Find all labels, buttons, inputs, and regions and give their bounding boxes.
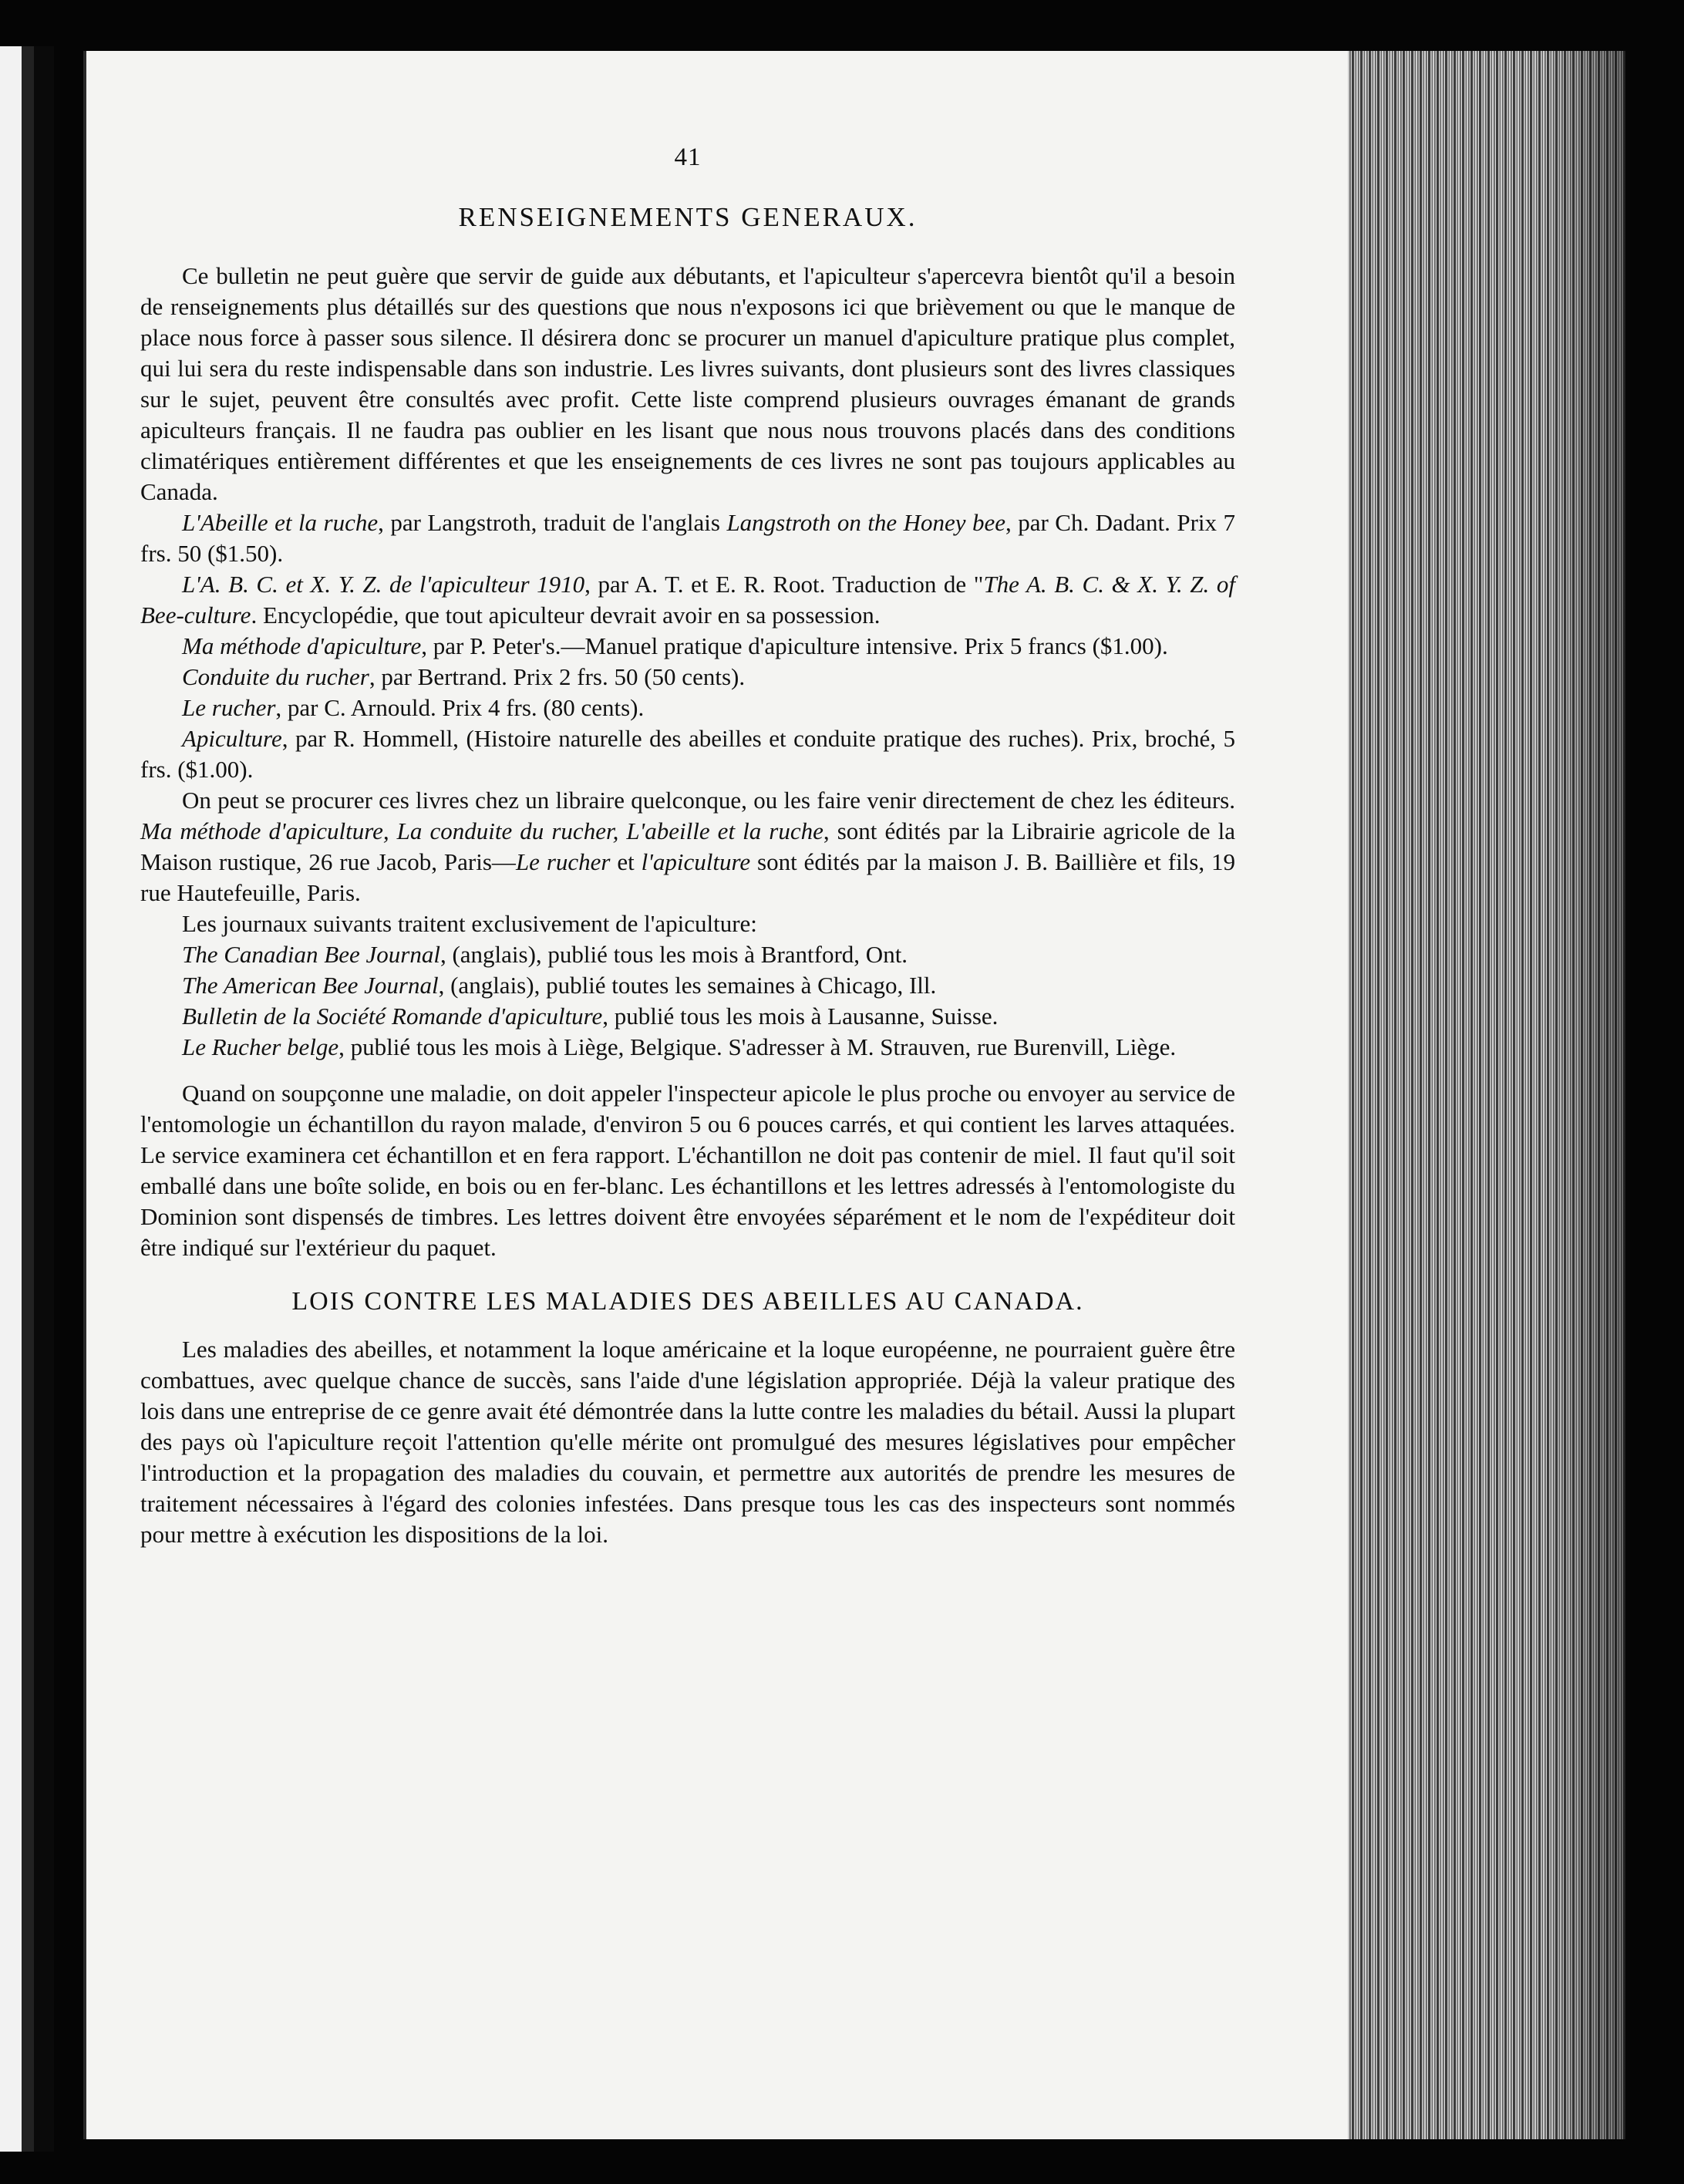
journal-title: The American Bee Journal bbox=[182, 972, 439, 999]
journal-entry: The Canadian Bee Journal, (anglais), publié tous les mois à Brantford, Ont. bbox=[182, 941, 908, 968]
laws-heading: LOIS CONTRE LES MALADIES DES ABEILLES AU CANADA. bbox=[291, 1287, 1084, 1316]
journal-entry: Bulletin de la Société Romande d'apiculture, publié tous les mois à Lausanne, Suisse. bbox=[182, 1003, 999, 1030]
book-title: Conduite du rucher bbox=[182, 663, 369, 690]
purchase-paragraph: On peut se procurer ces livres chez un libraire quelconque, ou les faire venir directement de chez les éditeurs. Ma méthode d'apiculture, La conduite du rucher, L'abeille et la ruche, sont édités par la Librairie agricole de la Maison rustique, 26 rue Jacob, Paris—Le rucher et l'apiculture sont édités par la maison J. B. Baillière et fils, 19 rue Hautefeuille, Paris. bbox=[140, 787, 1235, 906]
page-number: 41 bbox=[674, 143, 702, 171]
intro-paragraph: Ce bulletin ne peut guère que servir de guide aux débutants, et l'apiculteur s'apercevra bientôt qu'il a besoin de renseignements plus détaillés sur des questions que nous n'exposons ici que brièvement ou que le manque de place nous force à passer sous silence. Il désirera donc se procurer un manuel d'apiculture pratique plus complet, qui lui sera du reste indispensable dans son industrie. Les livres suivants, dont plusieurs sont des livres classiques sur le sujet, peuvent être consultés avec profit. Cette liste comprend plusieurs ouvrages émanant de grands apiculteurs français. Il ne faudra pas oublier en les lisant que nous nous trouvons placés dans des conditions climatériques entièrement différentes et que les enseignements de ces livres ne sont pas toujours applicables au Canada. bbox=[140, 262, 1235, 505]
journal-title: Le Rucher belge bbox=[182, 1033, 339, 1060]
book-original-title: The A. B. C. & X. Y. Z. of Bee-culture bbox=[140, 571, 1235, 629]
journal-title: Bulletin de la Société Romande d'apiculture bbox=[182, 1003, 603, 1030]
section-heading: RENSEIGNEMENTS GENERAUX. bbox=[458, 202, 918, 232]
book-page bbox=[83, 51, 1351, 2139]
book-entry: Conduite du rucher, par Bertrand. Prix 2 frs. 50 (50 cents). bbox=[182, 663, 746, 690]
journals-intro: Les journaux suivants traitent exclusivement de l'apiculture: bbox=[182, 910, 757, 937]
book-title: L'A. B. C. et X. Y. Z. de l'apiculteur 1910 bbox=[182, 571, 585, 598]
journal-entry: The American Bee Journal, (anglais), publié toutes les semaines à Chicago, Ill. bbox=[182, 972, 937, 999]
book-title: Apiculture bbox=[182, 725, 282, 752]
book-original-title: Langstroth on the Honey bee bbox=[726, 509, 1006, 536]
book-entry: Ma méthode d'apiculture, par P. Peter's.—Manuel pratique d'apiculture intensive. Prix 5 francs ($1.00). bbox=[182, 632, 1168, 659]
book-title: L'Abeille et la ruche bbox=[182, 509, 379, 536]
page-content bbox=[140, 142, 1235, 1550]
book-entry: Apiculture, par R. Hommell, (Histoire naturelle des abeilles et conduite pratique des ruches). Prix, broché, 5 frs. ($1.00). bbox=[140, 725, 1235, 783]
book-entry: L'Abeille et la ruche, par Langstroth, traduit de l'anglais Langstroth on the Honey bee, par Ch. Dadant. Prix 7 frs. 50 ($1.50). bbox=[140, 509, 1236, 567]
right-page-edges bbox=[1348, 51, 1625, 2139]
journal-entry: Le Rucher belge, publié tous les mois à Liège, Belgique. S'adresser à M. Strauven, rue Burenvill, Liège. bbox=[182, 1033, 1177, 1060]
book-entry: L'A. B. C. et X. Y. Z. de l'apiculteur 1910, par A. T. et E. R. Root. Traduction de "The A. B. C. & X. Y. Z. of Bee-culture. Encyclopédie, que tout apiculteur devrait avoir en sa possession. bbox=[140, 571, 1235, 629]
laws-paragraph: Les maladies des abeilles, et notamment la loque américaine et la loque européenne, ne pourraient guère être combattues, avec quelque chance de succès, sans l'aide d'une législation appropriée. Déjà la valeur pratique des lois dans une entreprise de ce genre avait été démontrée dans la lutte contre les maladies du bétail. Aussi la plupart des pays où l'apiculture reçoit l'attention qu'elle mérite ont promulgué des mesures législatives pour empêcher l'introduction et la propagation des maladies du couvain, et permettre aux autorités de prendre les mesures de traitement nécessaires à l'égard des colonies infestées. Dans presque tous les cas des inspecteurs sont nommés pour mettre à exécution les dispositions de la loi. bbox=[140, 1336, 1235, 1548]
left-page-edge bbox=[0, 46, 54, 2152]
book-entry: Le rucher, par C. Arnould. Prix 4 frs. (80 cents). bbox=[182, 694, 645, 721]
book-title: Le rucher bbox=[182, 694, 276, 721]
journal-title: The Canadian Bee Journal bbox=[182, 941, 440, 968]
book-title: Ma méthode d'apiculture bbox=[182, 632, 422, 659]
disease-paragraph: Quand on soupçonne une maladie, on doit appeler l'inspecteur apicole le plus proche ou envoyer au service de l'entomologie un échantillon du rayon malade, d'environ 5 ou 6 pouces carrés, et qui contient les larves attaquées. Le service examinera cet échantillon et en fera rapport. L'échantillon ne doit pas contenir de miel. Il faut qu'il soit emballé dans une boîte solide, en bois ou en fer-blanc. Les échantillons et les lettres adressés à l'entomologiste du Dominion sont dispensés de timbres. Les lettres doivent être envoyées séparément et le nom de l'expéditeur doit être indiqué sur l'extérieur du paquet. bbox=[140, 1080, 1235, 1261]
